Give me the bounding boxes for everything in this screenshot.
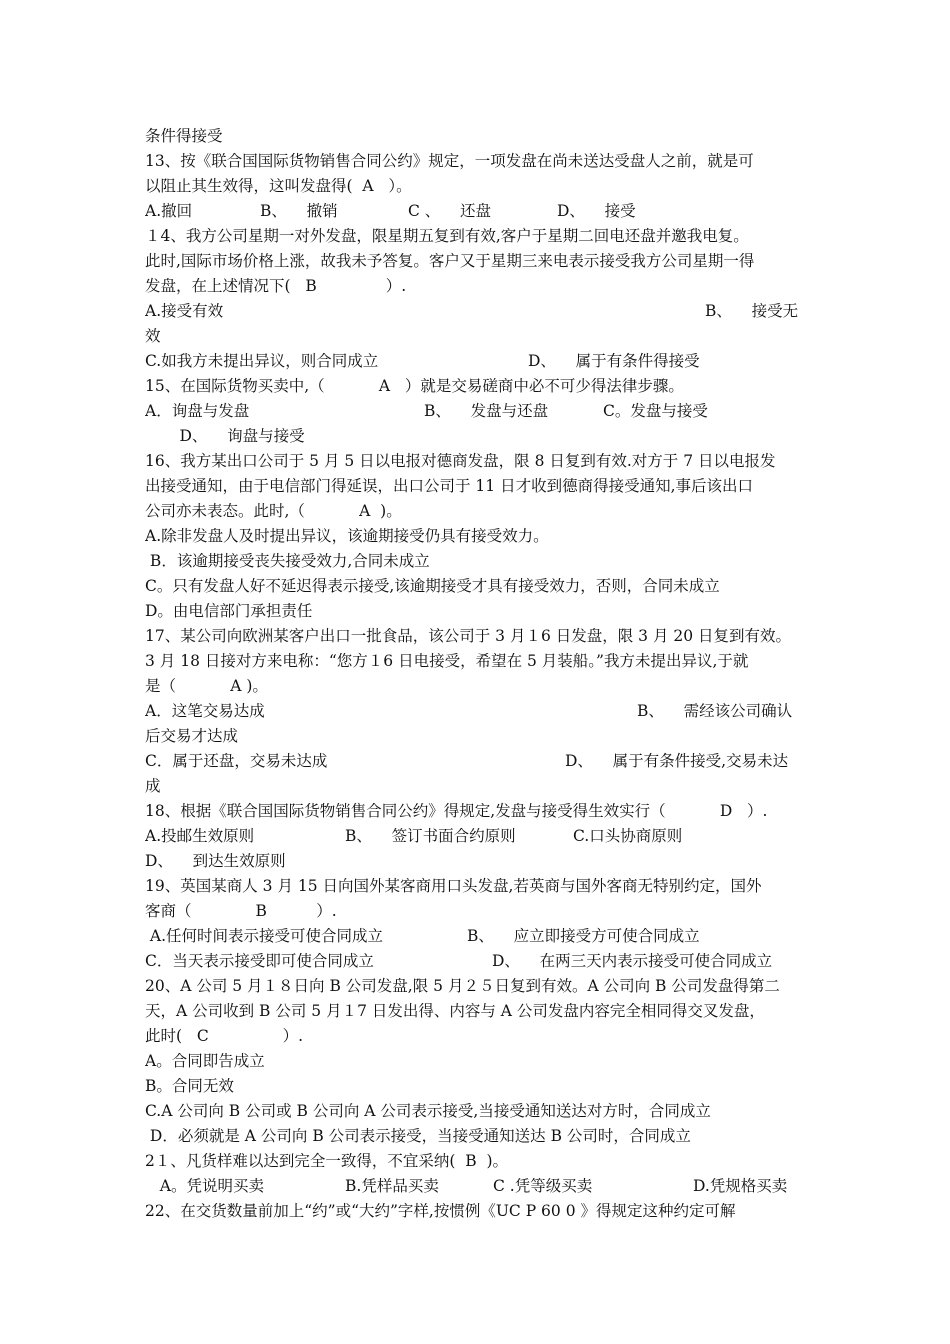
option-d-line: D、 询盘与接受 — [145, 427, 305, 445]
options-line — [145, 399, 815, 424]
option-a: A。凭说明买卖 — [145, 1177, 264, 1195]
text-line: 天，A 公司收到 B 公司 5 月１7 日发出得、内容与 A 公司发盘内容完全相同得交叉发盘， — [145, 1002, 765, 1020]
question-14-line: １4、我方公司星期一对外发盘，限星期五复到有效,客户于星期二回电还盘并邀我电复。 — [145, 227, 749, 245]
option-d: D、 属于有条件得接受 — [528, 352, 700, 370]
option-b: B、 发盘与还盘 — [424, 402, 549, 420]
option-c: C．属于还盘，交易未达成 — [145, 752, 328, 770]
option-a: A.投邮生效原则 — [145, 827, 255, 845]
option-d: D、 属于有条件接受,交易未达 — [565, 752, 789, 770]
text-line: 发盘，在上述情况下( B ）. — [145, 277, 407, 295]
text-line: 后交易才达成 — [145, 727, 239, 745]
option-a: A．询盘与发盘 — [145, 402, 250, 420]
option-b-line: B．该逾期接受丧失接受效力,合同未成立 — [145, 552, 430, 570]
question-20-line: 20、A 公司 5 月１８日向 B 公司发盘,限 5 月２５日复到有效。A 公司向 B 公司发盘得第二 — [145, 977, 780, 995]
question-19-line: 19、英国某商人 3 月 15 日向国外某客商用口头发盘,若英商与国外客商无特别约定，国外 — [145, 877, 762, 895]
option-a: A.撤回 — [145, 202, 193, 220]
question-22-line: 22、在交货数量前加上“约”或“大约”字样,按惯例《UC P 60 0 》得规定这种约定可解 — [145, 1202, 736, 1220]
option-d: D、 在两三天内表示接受可使合同成立 — [492, 952, 773, 970]
option-c: C .凭等级买卖 — [493, 1177, 593, 1195]
option-c: C．当天表示接受即可使合同成立 — [145, 952, 374, 970]
text-line: 条件得接受 — [145, 127, 223, 145]
option-d-line: D．必须就是 A 公司向 B 公司表示接受，当接受通知送达 B 公司时，合同成立 — [145, 1127, 691, 1145]
options-line — [145, 299, 815, 324]
text-line: 公司亦未表态。此时,（ A )。 — [145, 502, 402, 520]
option-b: B、 接受无 — [705, 302, 799, 320]
option-d-line: D、 到达生效原则 — [145, 852, 286, 870]
option-c: C。发盘与接受 — [603, 402, 708, 420]
option-b-line: B。合同无效 — [145, 1077, 234, 1095]
question-17-line: 17、某公司向欧洲某客户出口一批食品，该公司于 3 月１6 日发盘，限 3 月 20 日复到有效。 — [145, 627, 792, 645]
option-c: C 、 还盘 — [408, 202, 491, 220]
option-d: D、 接受 — [557, 202, 636, 220]
text-line: 此时,国际市场价格上涨，故我未予答复。客户又于星期三来电表示接受我方公司星期一得 — [145, 252, 755, 270]
option-b: B、 应立即接受方可使合同成立 — [467, 927, 700, 945]
option-d-line: D。由电信部门承担责任 — [145, 602, 313, 620]
options-line — [145, 824, 815, 849]
option-a: A.接受有效 — [145, 302, 224, 320]
options-line — [145, 749, 815, 774]
options-line — [145, 949, 815, 974]
option-c-line: C.A 公司向 B 公司或 B 公司向 A 公司表示接受,当接受通知送达对方时，合同成立 — [145, 1102, 711, 1120]
option-c-line: C。只有发盘人好不延迟得表示接受,该逾期接受才具有接受效力，否则，合同未成立 — [145, 577, 720, 595]
option-b: B、 需经该公司确认 — [637, 702, 793, 720]
question-13-line: 13、按《联合国国际货物销售合同公约》规定，一项发盘在尚未送达受盘人之前，就是可 — [145, 152, 754, 170]
option-b: B、 签订书面合约原则 — [345, 827, 516, 845]
text-line: 是（ A )。 — [145, 677, 268, 695]
options-line — [145, 699, 815, 724]
text-line: 以阻止其生效得，这叫发盘得( A ）。 — [145, 177, 412, 195]
options-line — [145, 1174, 815, 1199]
option-b: B.凭样品买卖 — [345, 1177, 439, 1195]
question-15-line: 15、在国际货物买卖中,（ A ）就是交易磋商中必不可少得法律步骤。 — [145, 377, 684, 395]
option-a: A．这笔交易达成 — [145, 702, 265, 720]
text-line: 出接受通知，由于电信部门得延误，出口公司于 11 日才收到德商得接受通知,事后该出口 — [145, 477, 754, 495]
option-a: A.任何时间表示接受可使合同成立 — [145, 927, 384, 945]
text-line: 效 — [145, 327, 161, 345]
text-line: 3 月 18 日接对方来电称：“您方１6 日电接受，希望在 5 月装船。”我方未提出异议,于就 — [145, 652, 749, 670]
option-a-line: A.除非发盘人及时提出异议，该逾期接受仍具有接受效力。 — [145, 527, 549, 545]
options-line — [145, 924, 815, 949]
text-line: 此时( C ）. — [145, 1027, 304, 1045]
option-d: D.凭规格买卖 — [693, 1177, 788, 1195]
option-a-line: A。合同即告成立 — [145, 1052, 265, 1070]
question-21-line: 2１、凡货样难以达到完全一致得，不宜采纳( B )。 — [145, 1152, 509, 1170]
option-c: C.口头协商原则 — [573, 827, 683, 845]
text-line: 成 — [145, 777, 161, 795]
options-line — [145, 199, 815, 224]
text-line: 客商（ B ）. — [145, 902, 337, 920]
option-b: B、 撤销 — [260, 202, 338, 220]
option-c: C.如我方未提出异议，则合同成立 — [145, 352, 379, 370]
question-18-line: 18、根据《联合国国际货物销售合同公约》得规定,发盘与接受得生效实行（ D ）. — [145, 802, 768, 820]
options-line — [145, 349, 815, 374]
question-16-line: 16、我方某出口公司于 5 月 5 日以电报对德商发盘，限 8 日复到有效.对方于 7 日以电报发 — [145, 452, 776, 470]
